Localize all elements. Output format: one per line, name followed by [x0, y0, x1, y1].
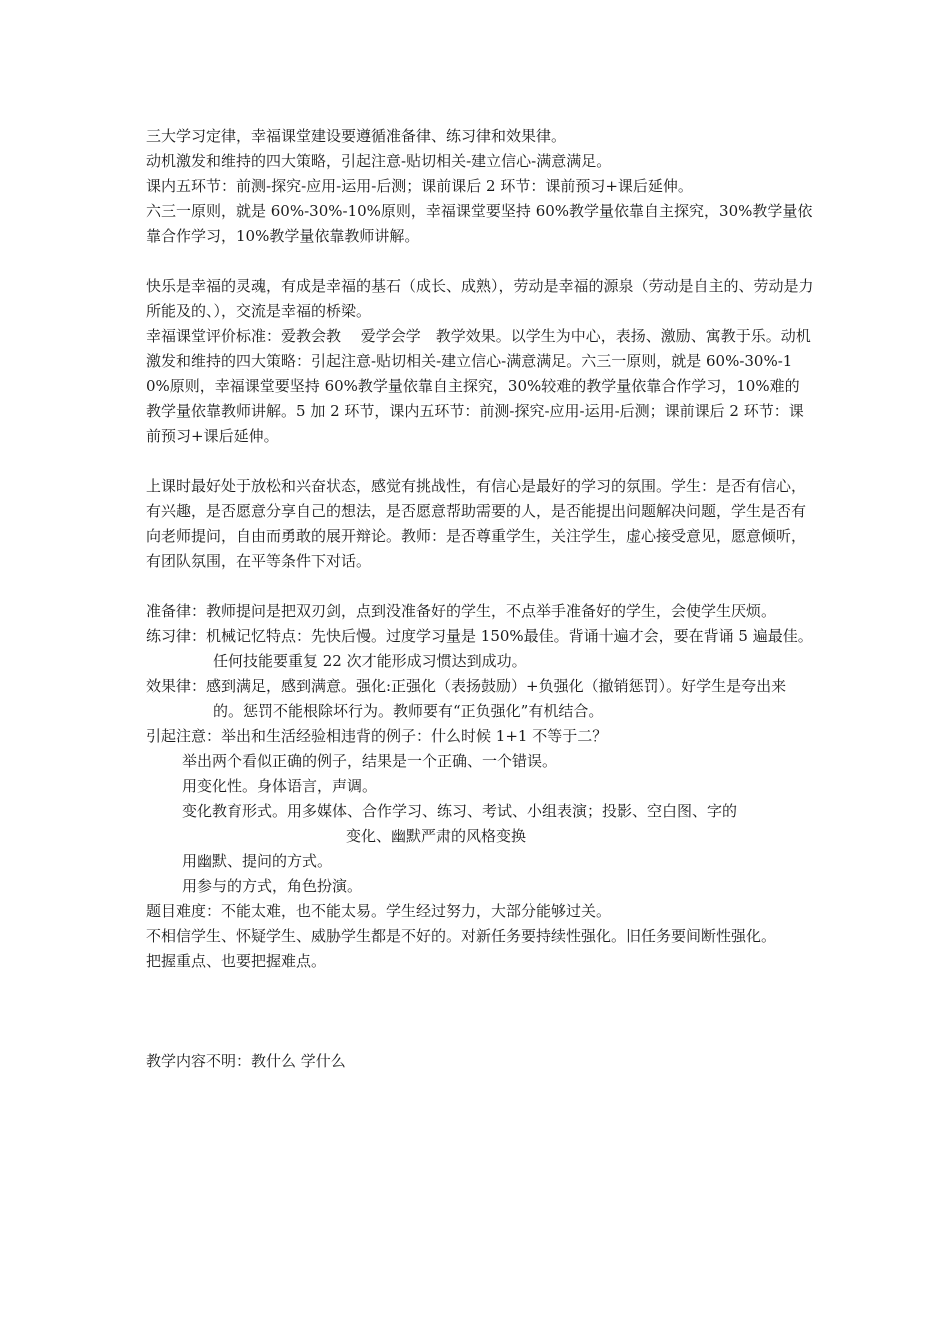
- paragraph: 上课时最好处于放松和兴奋状态，感觉有挑战性，有信心是最好的学习的氛围。学生：是否有信心，有兴趣，是否愿意分享自己的想法，是否愿意帮助需要的人，是否能提出问题解决问题，学生是否有向老师提问，自由而勇敢的展开辩论。教师：是否尊重学生，关注学生，虚心接受意见，愿意倾听，有团队氛围，在平等条件下对话。: [146, 477, 807, 570]
- paragraph-readiness-law: 准备律：教师提问是把双刃剑，点到没准备好的学生，不点举手准备好的学生，会使学生厌烦。: [146, 602, 777, 620]
- blank-space: [146, 974, 814, 1049]
- paragraph: 课内五环节：前测-探究-应用-运用-后测；课前课后 2 环节：课前预习+课后延伸。: [146, 177, 693, 195]
- paragraph: 动机激发和维持的四大策略，引起注意-贴切相关-建立信心-满意满足。: [146, 152, 612, 170]
- paragraph: 六三一原则，就是 60%-30%-10%原则，幸福课堂要坚持 60%教学量依靠自主探究，30%教学量依靠合作学习，10%教学量依靠教师讲解。: [146, 202, 813, 245]
- list-item: [146, 799, 814, 849]
- paragraph: 快乐是幸福的灵魂，有成是幸福的基石（成长、成熟），劳动是幸福的源泉（劳动是自主的、劳动是力所能及的、），交流是幸福的桥梁。: [146, 277, 814, 320]
- paragraph: 把握重点、也要把握难点。: [146, 952, 327, 970]
- list-item-continuation: 变化、幽默严肃的风格变换: [346, 827, 527, 845]
- list-item: 用变化性。身体语言，声调。: [182, 777, 378, 795]
- blank-line: [146, 249, 814, 274]
- document-body: [146, 124, 814, 1074]
- list-item: 举出两个看似正确的例子，结果是一个正确、一个错误。: [182, 752, 558, 770]
- paragraph-attention: 引起注意：举出和生活经验相违背的例子：什么时候 1+1 不等于二？: [146, 727, 608, 745]
- paragraph-practice-law: 练习律：机械记忆特点：先快后慢。过度学习量是 150%最佳。背诵十遍才会，要在背诵 5 遍最佳。任何技能要重复 22 次才能形成习惯达到成功。: [146, 627, 813, 670]
- paragraph: 题目难度：不能太难，也不能太易。学生经过努力，大部分能够过关。: [146, 902, 612, 920]
- list-item: 用幽默、提问的方式。: [182, 852, 333, 870]
- paragraph-effect-law: 效果律：感到满足，感到满意。强化:正强化（表扬鼓励）+负强化（撤销惩罚）。好学生是夸出来的。惩罚不能根除坏行为。教师要有“正负强化”有机结合。: [146, 677, 787, 720]
- paragraph: 教学内容不明：教什么 学什么: [146, 1052, 346, 1070]
- paragraph: 幸福课堂评价标准：爱教会教 爱学会学 教学效果。以学生为中心，表扬、激励、寓教于乐。动机激发和维持的四大策略：引起注意-贴切相关-建立信心-满意满足。六三一原则，就是 60%-30%-10%原则，幸福课堂要坚持 60%教学量依靠自主探究，30%较难的教学量依靠合作学习，10%难的教学量依靠教师讲解。5 加 2 环节，课内五环节：前测-探究-应用-运用-后测；课前课后 2 环节：课前预习+课后延伸。: [146, 327, 811, 445]
- list-item-text: 变化教育形式。用多媒体、合作学习、练习、考试、小组表演；投影、空白图、字的: [182, 802, 738, 820]
- paragraph: 不相信学生、怀疑学生、威胁学生都是不好的。对新任务要持续性强化。旧任务要间断性强化。: [146, 927, 777, 945]
- list-item: 用参与的方式，角色扮演。: [182, 877, 363, 895]
- blank-line: [146, 574, 814, 599]
- paragraph: 三大学习定律，幸福课堂建设要遵循准备律、练习律和效果律。: [146, 127, 567, 145]
- blank-line: [146, 449, 814, 474]
